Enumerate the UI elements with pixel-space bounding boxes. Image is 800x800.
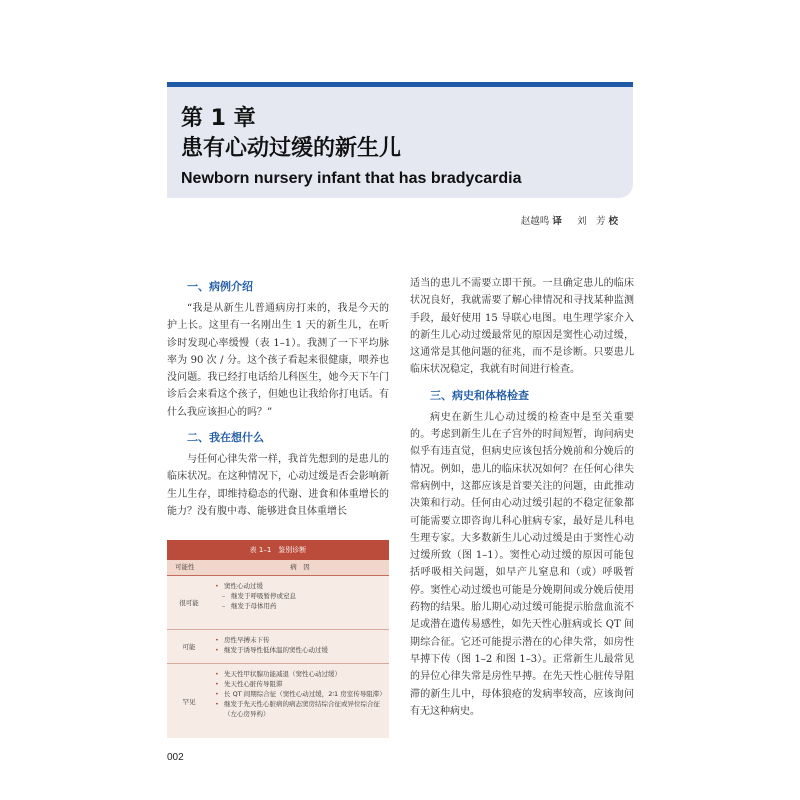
cause-item: • 继发于诱导性低体温的窦性心动过缓 <box>215 645 385 655</box>
chapter-number: 第 1 章 <box>181 106 256 131</box>
cause-item: – 继发于呼吸暂停或窒息 <box>215 591 385 601</box>
translate-label: 译 <box>552 216 562 227</box>
section-heading-thinking: 二、我在想什么 <box>187 431 264 445</box>
section-heading-history: 三、病史和体格检查 <box>430 388 529 402</box>
paragraph: “我是从新生儿普通病房打来的，我是今天的护上长。这里有一名刚出生 1 天的新生儿，在听诊时发现心率缓慢（表 1–1）。我测了一下平均脉率为 90 次 / 分。这个孩子看起来很健康，喂养也没问题。我已经打电话给儿科医生，她今天下午门诊后会来看这个孩子，但她也让我给你打电话。有什么我应该担心的吗？” <box>167 303 389 418</box>
cause-item: • 长 QT 间期综合征（窦性心动过缓，2∶1 房室传导阻滞） <box>215 689 385 699</box>
paragraph: 与任何心律失常一样，我首先想到的是患儿的临床状况。在这种情况下，心动过缓是否会影响新生儿生存，即维持稳态的代谢、进食和体重增长的能力？没有腹中毒、能够进食且体重增长 <box>167 454 389 517</box>
cause-item: • 窦性心动过缓 <box>215 581 385 591</box>
chapter-title-en: Newborn nursery infant that has bradycardia <box>181 170 522 187</box>
cause-item: • 先天性心脏传导阻滞 <box>215 679 385 689</box>
differential-diagnosis-table <box>167 540 389 738</box>
table-body <box>167 576 389 738</box>
row-possibility-label: 很可能 <box>179 599 199 607</box>
row-possibility-label: 罕见 <box>182 697 196 706</box>
column-header-cause: 病 因 <box>290 563 310 571</box>
row-causes <box>211 630 389 663</box>
column-header-possibility: 可能性 <box>175 563 195 571</box>
row-causes <box>211 664 389 738</box>
row-possibility-label: 可能 <box>182 643 196 651</box>
cause-item: • 继发于先天性心脏病的病态窦房结综合征或异位综合征（左心房异构） <box>215 699 385 719</box>
paragraph: 病史在新生儿心动过缓的检查中是至关重要的。考虑到新生儿在子宫外的时间短暂，询问病史似乎有违直觉，但病史应该包括分娩前和分娩后的情况。例如，患儿的临床状况如何？在任何心律失常病例中，这都应该是首要关注的问题，由此推动决策和行动。任何由心动过缓引起的不稳定征象都可能需要立即咨询儿科心脏病专家，最好是儿科电生理专家。大多数新生儿心动过缓是由于窦性心动过缓所致（图 1–1）。窦性心动过缓的原因可能包括呼吸相关问题，如早产儿窒息和（或）呼吸暂停。窦性心动过缓也可能是分娩期间或分娩后使用药物的结果。胎儿期心动过缓可能提示胎盘血流不足或潜在遗传易感性，如先天性心脏病或长 QT 间期综合征。它还可能提示潜在的心律失常，如房性早搏下传（图 1–2 和图 1–3）。正常新生儿最常见的异位心律失常是房性早搏。在先天性心脏传导阻滞的新生儿中，母体狼疮的发病率较高，应该询问有无这种病史。 <box>410 411 634 717</box>
row-causes <box>211 576 389 629</box>
chapter-title-cn: 患有心动过缓的新生儿 <box>181 136 402 161</box>
table-title: 表 1–1 鉴别诊断 <box>167 540 389 560</box>
review-label: 校 <box>608 216 618 227</box>
cause-item: – 继发于母体用药 <box>215 601 385 611</box>
translator-name: 赵越鸣 <box>520 216 550 227</box>
reviewer-name: 刘 芳 <box>576 216 606 227</box>
cause-item: • 房性早搏未下传 <box>215 635 385 645</box>
table-row <box>167 664 389 738</box>
left-column <box>167 280 389 520</box>
paragraph: 适当的患儿不需要立即干预。一旦确定患儿的临床状况良好，我就需要了解心律情况和寻找某种监测手段，最好使用 15 导联心电图。电生理学家介入的新生儿心动过缓最常见的原因是窦性心动过缓，这通常是其他问题的征兆，而不是诊断。只要患儿临床状况稳定，我就有时间进行检查。 <box>410 278 634 376</box>
right-column <box>410 275 634 720</box>
credits <box>521 213 618 227</box>
chapter-header <box>167 82 633 198</box>
table-header <box>167 560 389 576</box>
cause-item: • 先天性甲状腺功能减退（窦性心动过缓） <box>215 669 385 679</box>
table-row <box>167 630 389 664</box>
table-row <box>167 576 389 630</box>
page-number: 002 <box>167 752 184 763</box>
section-heading-case: 一、病例介绍 <box>187 280 253 293</box>
